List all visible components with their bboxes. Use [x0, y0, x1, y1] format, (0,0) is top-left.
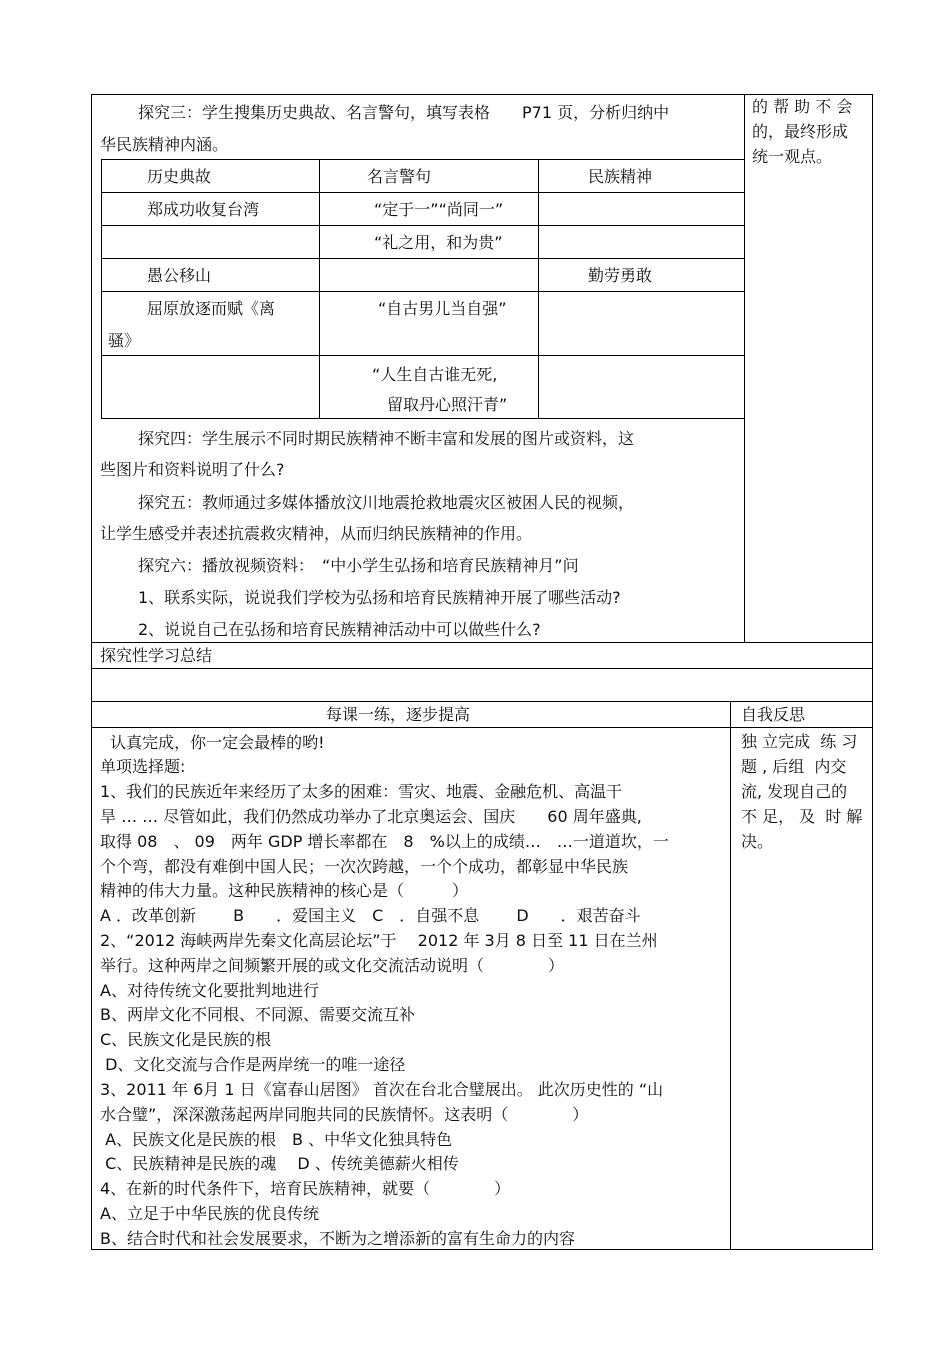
inquiry3-text-cont: 华民族精神内涵。 [100, 135, 229, 154]
practice-line: 旱 … … 尽管如此，我们仍然成功举办了北京奥运会、国庆 60 周年盛典, [100, 807, 642, 826]
outer-right-border [872, 94, 873, 1250]
inquiry6-question: 2、说说自己在弘扬和培育民族精神活动中可以做些什么? [138, 620, 541, 639]
practice-line: 认真完成，你一定会最棒的哟! [100, 733, 325, 752]
inner-table-row-sep [101, 258, 744, 259]
right-note-line: 的 帮 助 不 会 [752, 97, 853, 116]
practice-line: C、民族文化是民族的根 [100, 1030, 272, 1049]
outer-left-border [91, 94, 92, 1250]
table-cell: 愚公移山 [147, 266, 212, 285]
inner-table-row-sep [101, 192, 744, 193]
outer-top-border [91, 94, 873, 95]
inquiry3-text: 探究三：学生搜集历史典故、名言警句，填写表格 P71 页，分析归纳中 [138, 103, 670, 122]
table-cell: 留取丹心照汗青” [387, 395, 508, 414]
table-cell: 骚》 [108, 331, 141, 350]
reflection-line: 流, 发现自己的 [741, 782, 848, 801]
inner-table-bottom [101, 418, 744, 419]
practice-column-divider [730, 701, 731, 1250]
inquiry5-text-cont: 让学生感受并表述抗震救灾精神，从而归纳民族精神的作用。 [100, 524, 533, 543]
inquiry4-text-cont: 些图片和资料说明了什么? [100, 460, 285, 479]
inner-table-col2 [538, 159, 539, 419]
practice-header: 每课一练，逐步提高 [326, 705, 471, 724]
inner-table-col1 [319, 159, 320, 419]
inner-table-row-sep [101, 225, 744, 226]
reflection-line: 独 立完成 练 习 [741, 732, 858, 751]
right-note-line: 的，最终形成 [752, 122, 849, 141]
inner-table-top [101, 159, 744, 160]
summary-bottom-border [91, 668, 873, 669]
practice-line: 2、“2012 海峡两岸先秦文化高层论坛”于 2012 年 3月 8 日至 11 日在兰州 [100, 931, 658, 950]
blank-row-bottom-border [91, 701, 873, 702]
summary-label: 探究性学习总结 [100, 646, 213, 665]
practice-line: 取得 08 、 09 两年 GDP 增长率都在 8 %以上的成绩… …一道道坎，一 [100, 832, 669, 851]
practice-line: B、两岸文化不同根、不同源、需要交流互补 [100, 1005, 415, 1024]
practice-line: C、民族精神是民族的魂 D 、传统美德薪火相传 [100, 1154, 459, 1173]
reflection-header: 自我反思 [741, 705, 806, 724]
reflection-line: 决。 [741, 832, 774, 851]
practice-line: A ．改革创新 B ．爱国主义 C ．自强不息 D ．艰苦奋斗 [100, 906, 641, 925]
inner-table-row-sep [101, 355, 744, 356]
inquiry5-text: 探究五：教师通过多媒体播放汶川地震抢救地震灾区被困人民的视频， [138, 493, 635, 512]
inquiry4-text: 探究四：学生展示不同时期民族精神不断丰富和发展的图片或资料，这 [138, 429, 635, 448]
practice-line: 1、我们的民族近年来经历了太多的困难：雪灾、地震、金融危机、高温干 [100, 782, 623, 801]
table-header: 民族精神 [588, 167, 653, 186]
table-header: 名言警句 [367, 167, 432, 186]
practice-line: A、立足于中华民族的优良传统 [100, 1204, 319, 1223]
table-cell: “人生自古谁无死, [372, 365, 498, 384]
reflection-line: 不 足， 及 时 解 [741, 807, 863, 826]
inner-table-left [101, 159, 102, 419]
inquiry6-question: 1、联系实际，说说我们学校为弘扬和培育民族精神开展了哪些活动? [138, 588, 621, 607]
practice-line: A、对待传统文化要批判地进行 [100, 981, 319, 1000]
practice-line: B、结合时代和社会发展要求，不断为之增添新的富有生命力的内容 [100, 1229, 575, 1248]
practice-line: D、文化交流与合作是两岸统一的唯一途径 [100, 1055, 406, 1074]
practice-line: 3、2011 年 6月 1 日《富春山居图》 首次在台北合璧展出。 此次历史性的 “山 [100, 1080, 664, 1099]
table-cell: “定于一”“尚同一” [374, 200, 504, 219]
summary-top-border [91, 642, 873, 643]
inner-table-row-sep [101, 291, 744, 292]
right-column-divider [744, 94, 745, 642]
practice-line: 个个弯，都没有难倒中国人民；一次次跨越，一个个成功，都彰显中华民族 [100, 857, 629, 876]
practice-line: 4、在新的时代条件下，培育民族精神，就要（ ） [100, 1179, 511, 1198]
reflection-line: 题 , 后组 内交 [741, 757, 847, 776]
practice-line: 水合璧”，深深激荡起两岸同胞共同的民族情怀。这表明（ ） [100, 1105, 589, 1124]
table-cell: 屈原放逐而赋《离 [147, 299, 276, 318]
practice-line: 单项选择题: [100, 757, 186, 776]
practice-line: A、民族文化是民族的根 B 、中华文化独具特色 [100, 1130, 453, 1149]
table-cell: “礼之用，和为贵” [374, 233, 503, 252]
table-cell: 郑成功收复台湾 [147, 200, 260, 219]
practice-line: 精神的伟大力量。这种民族精神的核心是（ ） [100, 881, 469, 900]
table-cell: 勤劳勇敢 [588, 266, 653, 285]
right-note-line: 统一观点。 [752, 147, 833, 166]
practice-line: 举行。这种两岸之间频繁开展的或文化交流活动说明（ ） [100, 956, 565, 975]
table-cell: “自古男儿当自强” [378, 299, 507, 318]
inquiry6-text: 探究六：播放视频资料： “中小学生弘扬和培育民族精神月”问 [138, 556, 579, 575]
practice-header-bottom-border [91, 727, 873, 728]
table-header: 历史典故 [147, 167, 212, 186]
outer-bottom-border [91, 1249, 873, 1250]
